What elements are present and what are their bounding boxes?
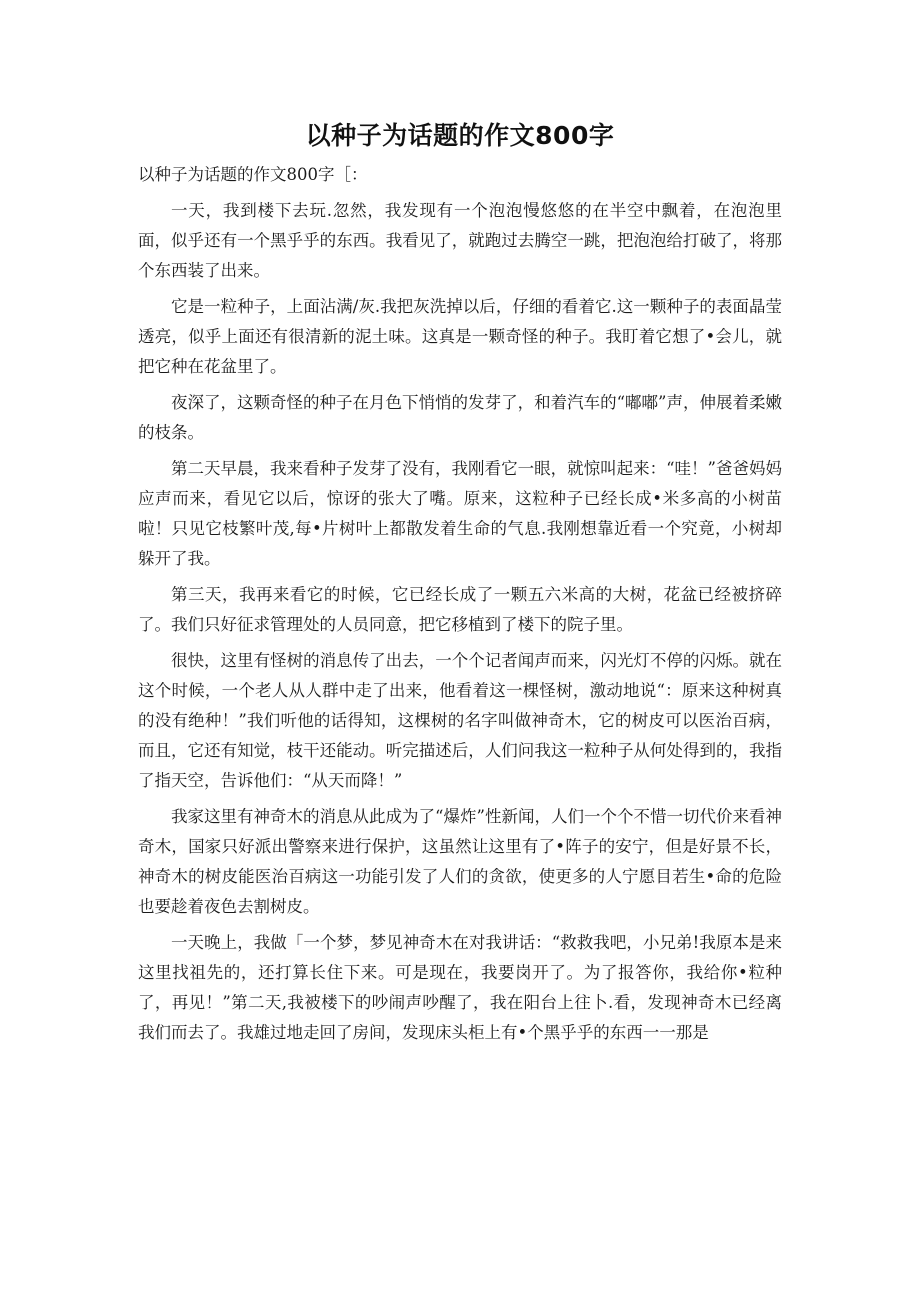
paragraph: 夜深了，这颗奇怪的种子在月色下悄悄的发芽了，和着汽车的“嘟嘟”声，伸展着柔嫩的枝条。 xyxy=(138,393,782,442)
paragraph: 第三天，我再来看它的时候，它已经长成了一颗五六米高的大树，花盆已经被挤碎了。我们只好征求管理处的人员同意，把它移植到了楼下的院子里。 xyxy=(138,585,782,634)
document-title: 以种子为话题的作文800字 xyxy=(305,121,615,150)
paragraph: 一天，我到楼下去玩.忽然，我发现有一个泡泡慢悠悠的在半空中飘着，在泡泡里面，似乎还有一个黑乎乎的东西。我看见了，就跑过去腾空一跳，把泡泡给打破了，将那个东西装了出来。 xyxy=(138,201,782,280)
paragraph: 第二天早晨，我来看种子发芽了没有，我刚看它一眼，就惊叫起来：“哇！”爸爸妈妈应声而来，看见它以后，惊讶的张大了嘴。原来，这粒种子已经长成•米多高的小树苗啦！只见它枝繁叶茂,每•片树叶上都散发着生命的气息.我刚想靠近看一个究竟，小树却躲开了我。 xyxy=(138,459,782,568)
paragraph: 我家这里有神奇木的消息从此成为了“爆炸”性新闻，人们一个个不惜一切代价来看神奇木，国家只好派出警察来进行保护，这虽然让这里有了•阵子的安宁，但是好景不长，神奇木的树皮能医治百病这一功能引发了人们的贪欲，使更多的人宁愿目若生•命的危险也要趁着夜色去割树皮。 xyxy=(138,807,782,916)
paragraph: 它是一粒种子，上面沾满/灰.我把灰洗掉以后，仔细的看着它.这一颗种子的表面晶莹透亮，似乎上面还有很清新的泥土味。这真是一颗奇怪的种子。我盯着它想了•会儿，就把它种在花盆里了。 xyxy=(138,297,782,376)
paragraph: 一天晚上，我做「一个梦，梦见神奇木在对我讲话：“救救我吧，小兄弟!我原本是来这里找祖先的，还打算长住下来。可是现在，我要岗开了。为了报答你，我给你•粒种了，再见！”第二天,我被楼下的吵闹声吵醒了，我在阳台上往卜.看，发现神奇木已经离我们而去了。我雄过地走回了房间，发现床头柜上有•个黑乎乎的东西一一那是 xyxy=(138,933,782,1042)
intro-line: 以种子为话题的作文800字［： xyxy=(138,165,368,184)
document-body xyxy=(138,160,782,1054)
paragraph: 很快，这里有怪树的消息传了出去，一个个记者闻声而来，闪光灯不停的闪烁。就在这个时候，一个老人从人群中走了出来，他看着这一棵怪树，激动地说“：原来这种树真的没有绝种！”我们听他的话得知，这棵树的名字叫做神奇木，它的树皮可以医治百病，而且，它还有知觉，枝干还能动。听完描述后，人们问我这一粒种子从何处得到的，我指了指天空，告诉他们：“从天而降！” xyxy=(138,651,782,790)
